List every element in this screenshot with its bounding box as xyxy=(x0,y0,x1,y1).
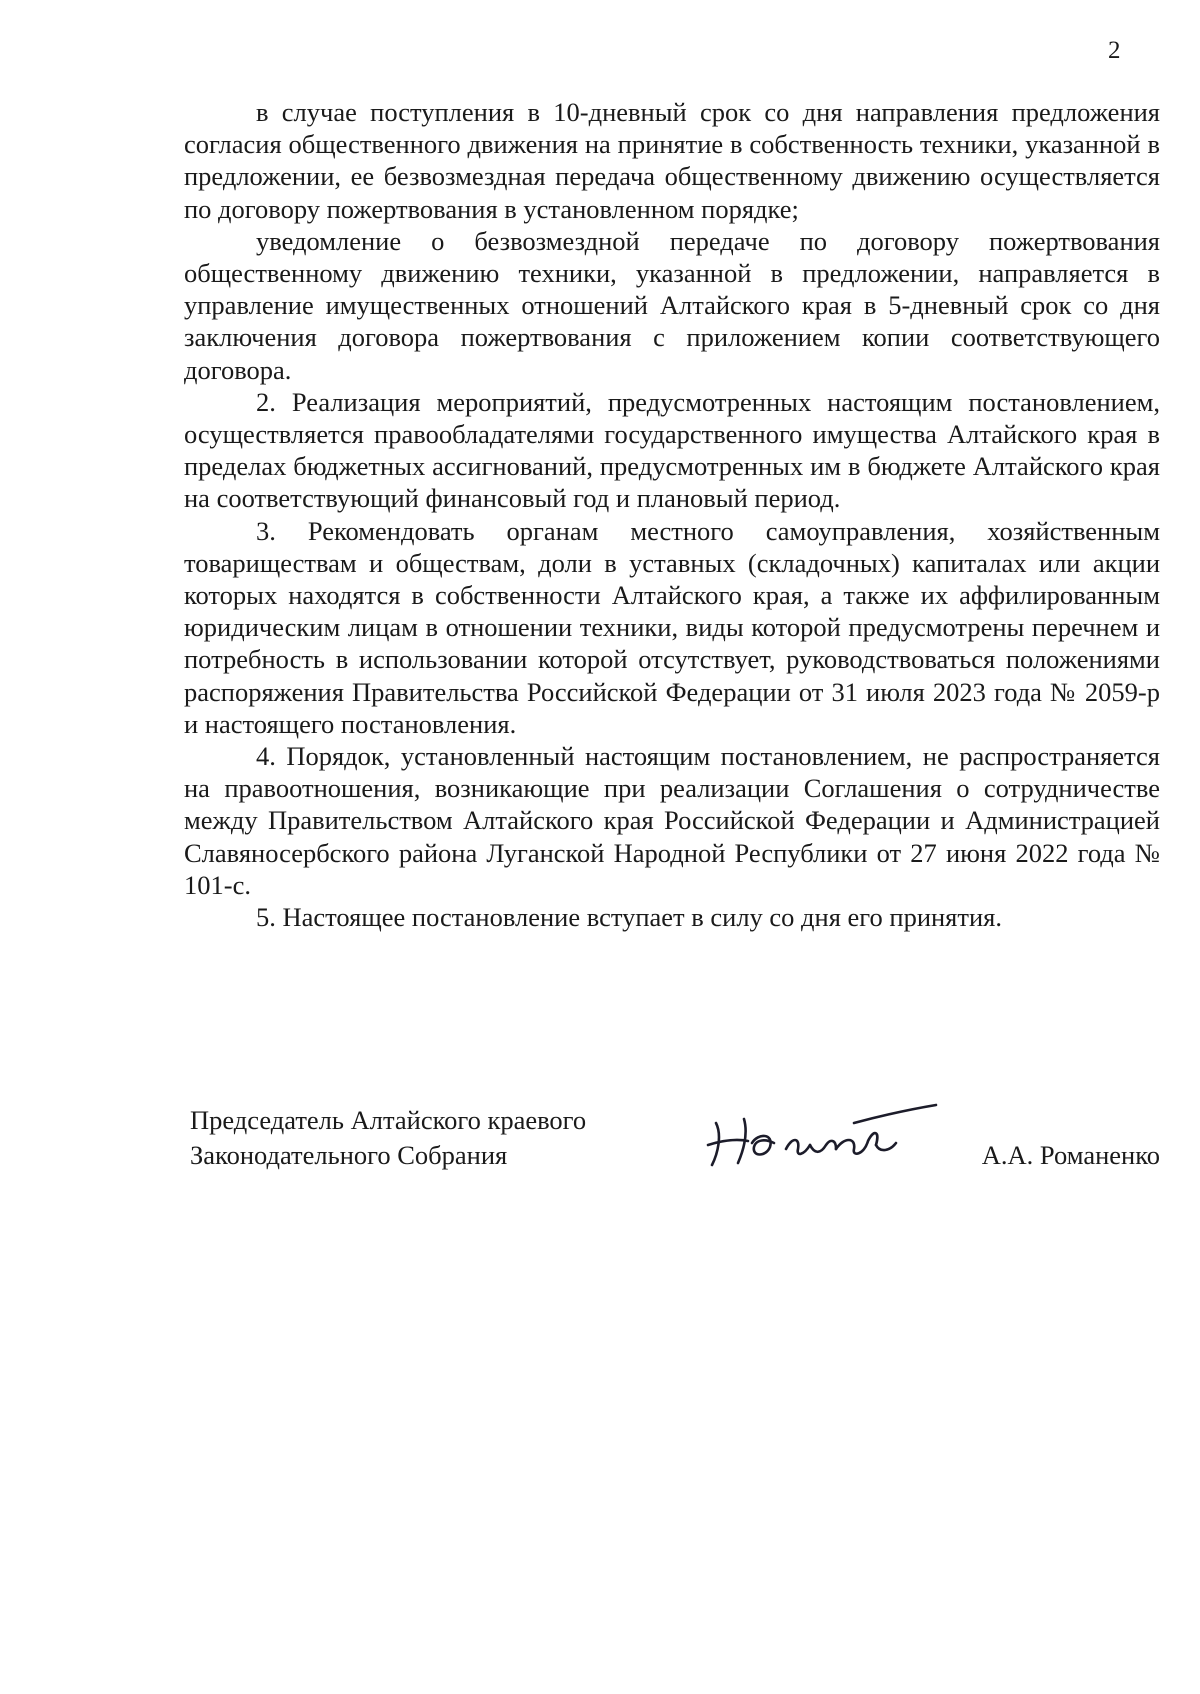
signature-block xyxy=(190,1103,1160,1193)
signatory-name: А.А. Романенко xyxy=(981,1140,1160,1170)
handwritten-signature xyxy=(704,1093,944,1173)
paragraph-item-3: 3. Рекомендовать органам местного самоуправления, хозяйственным товариществам и обществам, доли в уставных (складочных) капиталах или акции которых находятся в собственности Алтайского края, а также их аффилированным юридическим лицам в отношении техники, виды которой предусмотрены перечнем и потребность в использовании которой отсутствует, руководствоваться положениями распоряжения Правительства Российской Федерации от 31 июля 2023 года № 2059-р и настоящего постановления. xyxy=(184,515,1160,739)
document-body xyxy=(184,96,1160,933)
paragraph-item-2: 2. Реализация мероприятий, предусмотренных настоящим постановлением, осуществляется правообладателями государственного имущества Алтайского края в пределах бюджетных ассигнований, предусмотренных им в бюджете Алтайского края на соответствующий финансовый год и плановый период. xyxy=(184,386,1160,514)
paragraph-transfer-notice: уведомление о безвозмездной передаче по договору пожертвования общественному движению техники, указанной в предложении, направляется в управление имущественных отношений Алтайского края в 5-дневный срок со дня заключения договора пожертвования с приложением копии соответствующего договора. xyxy=(184,225,1160,385)
page-number: 2 xyxy=(1108,37,1121,64)
paragraph-item-4: 4. Порядок, установленный настоящим постановлением, не распространяется на правоотношения, возникающие при реализации Соглашения о сотрудничестве между Правительством Алтайского края Российской Федерации и Администрацией Славяносербского района Луганской Народной Республики от 27 июня 2022 года № 101-с. xyxy=(184,741,1160,900)
paragraph-donation-consent: в случае поступления в 10-дневный срок со дня направления предложения согласия общественного движения на принятие в собственность техники, указанной в предложении, ее безвозмездная передача общественному движению осуществляется по договору пожертвования в установленном порядке; xyxy=(184,97,1160,224)
signatory-position-line-2: Законодательного Собрания xyxy=(190,1140,508,1170)
paragraph-item-5: 5. Настоящее постановление вступает в силу со дня его принятия. xyxy=(256,902,1002,933)
signatory-position xyxy=(190,1103,586,1173)
signatory-position-line-1: Председатель Алтайского краевого xyxy=(190,1105,587,1135)
